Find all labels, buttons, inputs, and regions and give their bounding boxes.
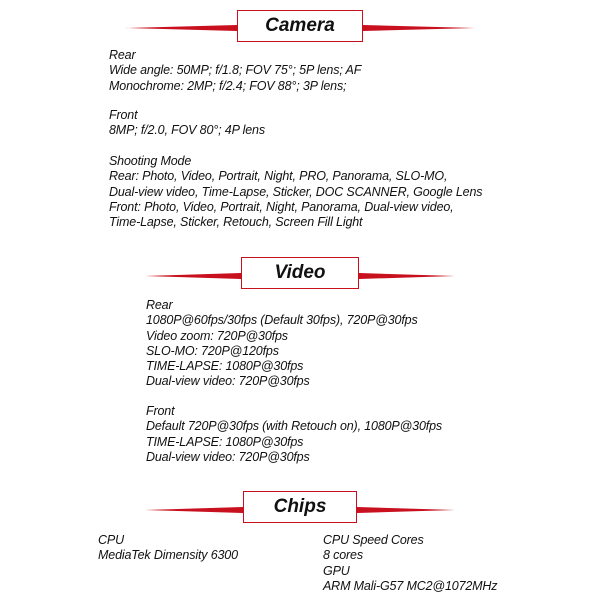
camera-section-title: Camera xyxy=(237,10,363,42)
camera-section-header xyxy=(0,4,600,44)
video-rear-line: TIME-LAPSE: 1080P@30fps xyxy=(146,359,304,374)
video-rear-line: Dual-view video: 720P@30fps xyxy=(146,374,310,389)
shooting-mode-label: Shooting Mode xyxy=(109,154,192,168)
cpu-label: CPU xyxy=(98,533,124,547)
video-rear-label: Rear xyxy=(146,298,173,312)
chips-right-block xyxy=(323,533,497,594)
video-rear-line: 1080P@60fps/30fps (Default 30fps), 720P@30fps xyxy=(146,313,418,328)
shooting-mode-line: Dual-view video, Time-Lapse, Sticker, DOC SCANNER, Google Lens xyxy=(109,184,483,199)
shooting-mode-line: Time-Lapse, Sticker, Retouch, Screen Fill Light xyxy=(109,215,363,230)
camera-shooting-mode-block xyxy=(109,154,482,230)
shooting-mode-line: Rear: Photo, Video, Portrait, Night, PRO, Panorama, SLO-MO, xyxy=(109,169,448,184)
video-front-line: Dual-view video: 720P@30fps xyxy=(146,449,310,464)
gpu-value: ARM Mali-G57 MC2@1072MHz xyxy=(323,578,498,593)
video-rear-line: Video zoom: 720P@30fps xyxy=(146,328,288,343)
cpu-speed-cores-label: CPU Speed Cores xyxy=(323,533,424,547)
cpu-value: MediaTek Dimensity 6300 xyxy=(98,548,238,563)
chips-section-title: Chips xyxy=(243,491,357,523)
video-front-block xyxy=(146,404,442,465)
video-front-label: Front xyxy=(146,404,175,418)
camera-rear-line: Wide angle: 50MP; f/1.8; FOV 75°; 5P lens; AF xyxy=(109,63,362,78)
video-front-line: Default 720P@30fps (with Retouch on), 1080P@30fps xyxy=(146,419,442,434)
video-section-header xyxy=(0,254,600,294)
camera-rear-block xyxy=(109,48,361,94)
camera-rear-line: Monochrome: 2MP; f/2.4; FOV 88°; 3P lens; xyxy=(109,78,347,93)
cpu-speed-cores-value: 8 cores xyxy=(323,548,363,563)
chips-section-header xyxy=(0,488,600,528)
camera-front-line: 8MP; f/2.0, FOV 80°; 4P lens xyxy=(109,123,265,138)
video-rear-line: SLO-MO: 720P@120fps xyxy=(146,343,279,358)
video-rear-block xyxy=(146,298,418,390)
video-front-line: TIME-LAPSE: 1080P@30fps xyxy=(146,434,304,449)
camera-rear-label: Rear xyxy=(109,48,136,62)
camera-front-block xyxy=(109,108,265,139)
chips-cpu-block xyxy=(98,533,238,564)
video-section-title: Video xyxy=(241,257,359,289)
gpu-label: GPU xyxy=(323,563,350,578)
shooting-mode-line: Front: Photo, Video, Portrait, Night, Panorama, Dual-view video, xyxy=(109,199,454,214)
camera-front-label: Front xyxy=(109,108,138,122)
